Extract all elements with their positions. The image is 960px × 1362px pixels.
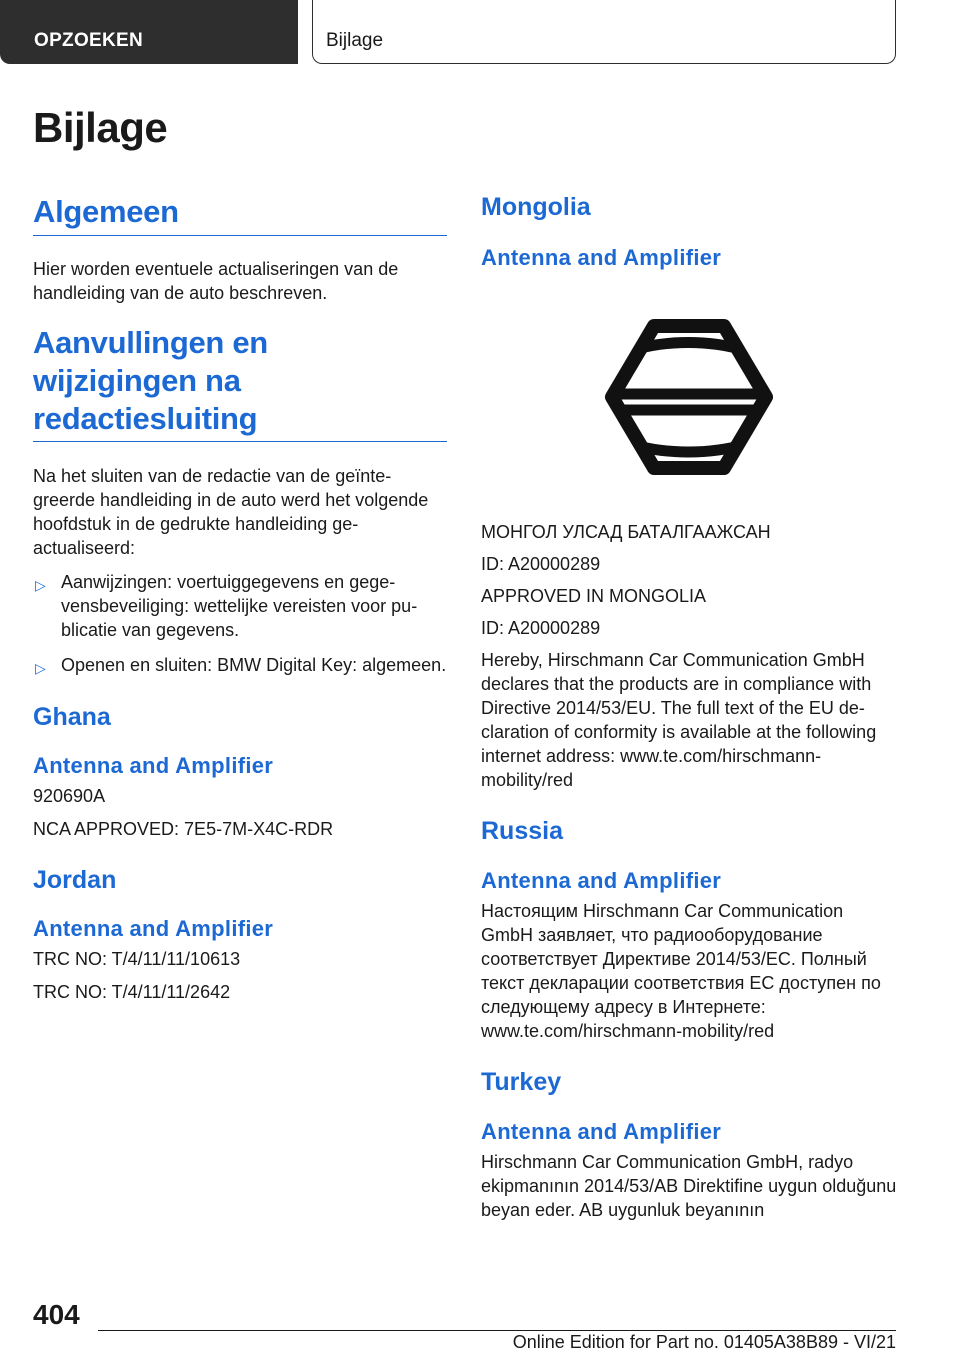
chapter-tab[interactable]: [312, 0, 896, 64]
page-number: 404: [33, 1299, 80, 1330]
triangle-bullet-icon: ▷: [35, 660, 46, 676]
ghana-line: NCA APPROVED: 7E5-7M-X4C-RDR: [33, 819, 334, 839]
ghana-line: 920690A: [33, 786, 106, 806]
chapter-tab-label: Bijlage: [326, 30, 384, 51]
russia-declaration: Настоящим Hirschmann Car Communication GmbH заявляет, что радиооборудование соответствует Директиве 2014/53/ЕС. Полный текст декларации соответствия ЕС доступен по следующему адресу в Интернете: www.te.com/hirschmann-mobility/red: [481, 901, 881, 1041]
mongolia-line: ID: A20000289: [481, 618, 601, 638]
country-mongolia: Mongolia: [481, 193, 591, 221]
footer-rule: [98, 1330, 896, 1331]
mongolia-approval-mark-icon: [598, 312, 780, 482]
section-mongolia: [481, 192, 897, 792]
mongolia-declaration: Hereby, Hirschmann Car Communication GmbH declares that the products are in compliance with Directive 2014/53/EU. The full text of the EU declaration of conformity is available at the following internet address: www.te.com/hirschmann-mobility/red: [481, 650, 877, 790]
left-column: [33, 193, 447, 1004]
heading-line: wijzigingen na: [33, 363, 241, 398]
subheading-antenna: Antenna and Amplifier: [481, 868, 722, 893]
list-item: [33, 570, 447, 642]
section-turkey: [481, 1067, 897, 1222]
heading-line: redactiesluiting: [33, 401, 258, 436]
heading-line: Aanvullingen en: [33, 325, 268, 360]
page-header: [0, 0, 960, 66]
algemeen-text: Hier worden eventuele actualiseringen van de handleiding van de auto beschreven.: [33, 259, 399, 303]
aanvullingen-text: Na het sluiten van de redactie van de geïntegreerde handleiding in de auto werd het volgende hoofdstuk in de gedrukte handleiding geactualiseerd:: [33, 466, 429, 558]
jordan-line: TRC NO: T/4/11/11/10613: [33, 949, 241, 969]
jordan-line: TRC NO: T/4/11/11/2642: [33, 982, 231, 1002]
update-list: [33, 570, 447, 677]
edition-footer: Online Edition for Part no. 01405A38B89 - VI/21: [512, 1332, 896, 1352]
heading-rule: [33, 235, 447, 236]
heading-algemeen: Algemeen: [33, 194, 179, 229]
page-title: Bijlage: [33, 104, 168, 151]
section-algemeen: [33, 193, 447, 305]
subheading-antenna: Antenna and Amplifier: [481, 245, 722, 270]
section-russia: [481, 816, 897, 1043]
heading-aanvullingen: [33, 324, 447, 438]
triangle-bullet-icon: ▷: [35, 577, 46, 593]
heading-rule: [33, 441, 447, 442]
section-ghana: [33, 702, 447, 841]
section-tab-label: OPZOEKEN: [34, 30, 144, 51]
subheading-antenna: Antenna and Amplifier: [33, 753, 274, 778]
section-aanvullingen: [33, 324, 447, 677]
mongolia-line: ID: A20000289: [481, 554, 601, 574]
country-jordan: Jordan: [33, 866, 117, 894]
right-column: [481, 192, 897, 1222]
country-ghana: Ghana: [33, 703, 111, 731]
list-item: [33, 653, 447, 677]
turkey-declaration: Hirschmann Car Communication GmbH, radyo ekipmanının 2014/53/AB Direktifine uygun olduğunu beyan eder. AB uygunluk beyanının: [481, 1152, 897, 1220]
mongolia-line: APPROVED IN MONGOLIA: [481, 586, 707, 606]
section-jordan: [33, 865, 447, 1004]
country-turkey: Turkey: [481, 1068, 562, 1096]
list-item-text: Openen en sluiten: BMW Digital Key: algemeen.: [61, 655, 447, 675]
logo-container: [481, 312, 897, 482]
country-russia: Russia: [481, 817, 563, 845]
list-item-text: Aanwijzingen: voertuiggegevens en gegevensbeveiliging: wettelijke vereisten voor publicatie van gegevens.: [61, 572, 418, 640]
mongolia-line: МОНГОЛ УЛСАД БАТАЛГААЖСАН: [481, 522, 771, 542]
subheading-antenna: Antenna and Amplifier: [33, 916, 274, 941]
section-tab[interactable]: [0, 0, 298, 64]
subheading-antenna: Antenna and Amplifier: [481, 1119, 722, 1144]
